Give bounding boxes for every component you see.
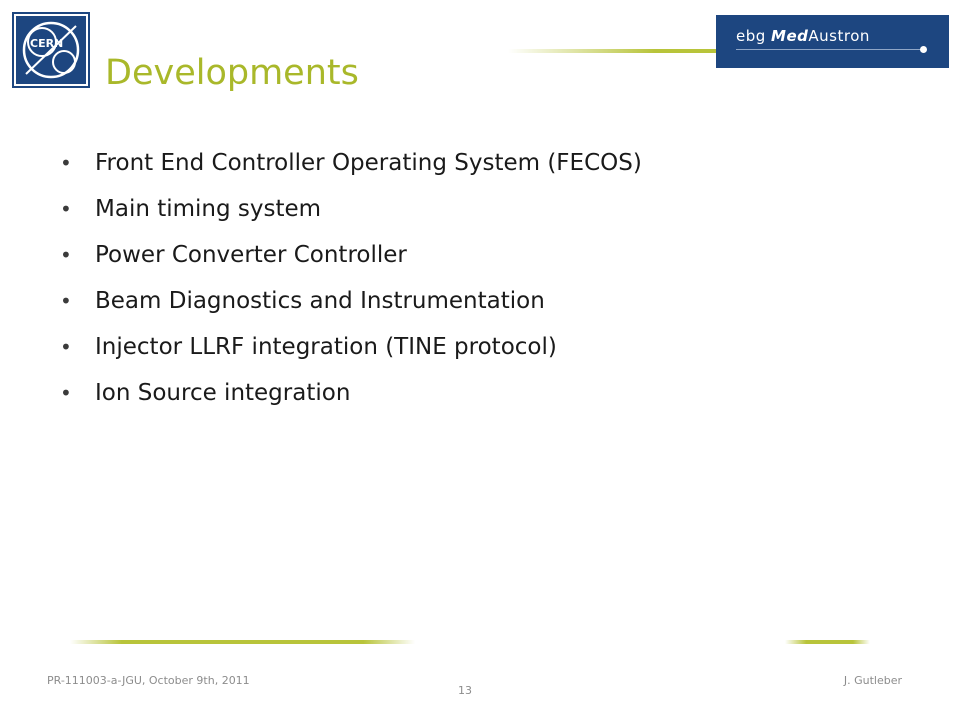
medaustron-med: Med bbox=[771, 27, 809, 45]
medaustron-logo-line bbox=[736, 49, 921, 50]
bullet-text: Power Converter Controller bbox=[95, 242, 407, 268]
bullet-icon: • bbox=[60, 197, 72, 221]
cern-logo bbox=[12, 12, 90, 88]
bullet-text: Main timing system bbox=[95, 196, 322, 222]
bullet-text: Front End Controller Operating System (FECOS) bbox=[95, 150, 642, 176]
medaustron-logo-dot bbox=[920, 46, 927, 53]
bullet-item bbox=[60, 232, 642, 278]
footer-author: J. Gutleber bbox=[843, 674, 902, 687]
bullet-item bbox=[60, 278, 642, 324]
bullet-text: Beam Diagnostics and Instrumentation bbox=[95, 288, 545, 314]
footer-accent-line-left bbox=[70, 640, 415, 644]
bullet-item bbox=[60, 140, 642, 186]
medaustron-austron: Austron bbox=[808, 27, 870, 45]
bullet-icon: • bbox=[60, 381, 72, 405]
bullet-text: Ion Source integration bbox=[95, 380, 351, 406]
footer-accent-line-right bbox=[785, 640, 870, 644]
bullet-item bbox=[60, 370, 642, 416]
bullet-item bbox=[60, 324, 642, 370]
medaustron-logo bbox=[716, 15, 949, 68]
medaustron-ebg: ebg bbox=[736, 27, 772, 45]
slide-title: Developments bbox=[105, 53, 359, 93]
footer-reference: PR-111003-a-JGU, October 9th, 2011 bbox=[47, 674, 250, 687]
medaustron-logo-text bbox=[736, 27, 870, 45]
bullet-text: Injector LLRF integration (TINE protocol) bbox=[95, 334, 557, 360]
page-number: 13 bbox=[458, 684, 472, 697]
bullet-item bbox=[60, 186, 642, 232]
bullet-icon: • bbox=[60, 335, 72, 359]
bullet-icon: • bbox=[60, 289, 72, 313]
bullet-list bbox=[60, 140, 642, 416]
bullet-icon: • bbox=[60, 151, 72, 175]
cern-logo-text: CERN bbox=[30, 37, 64, 50]
bullet-icon: • bbox=[60, 243, 72, 267]
